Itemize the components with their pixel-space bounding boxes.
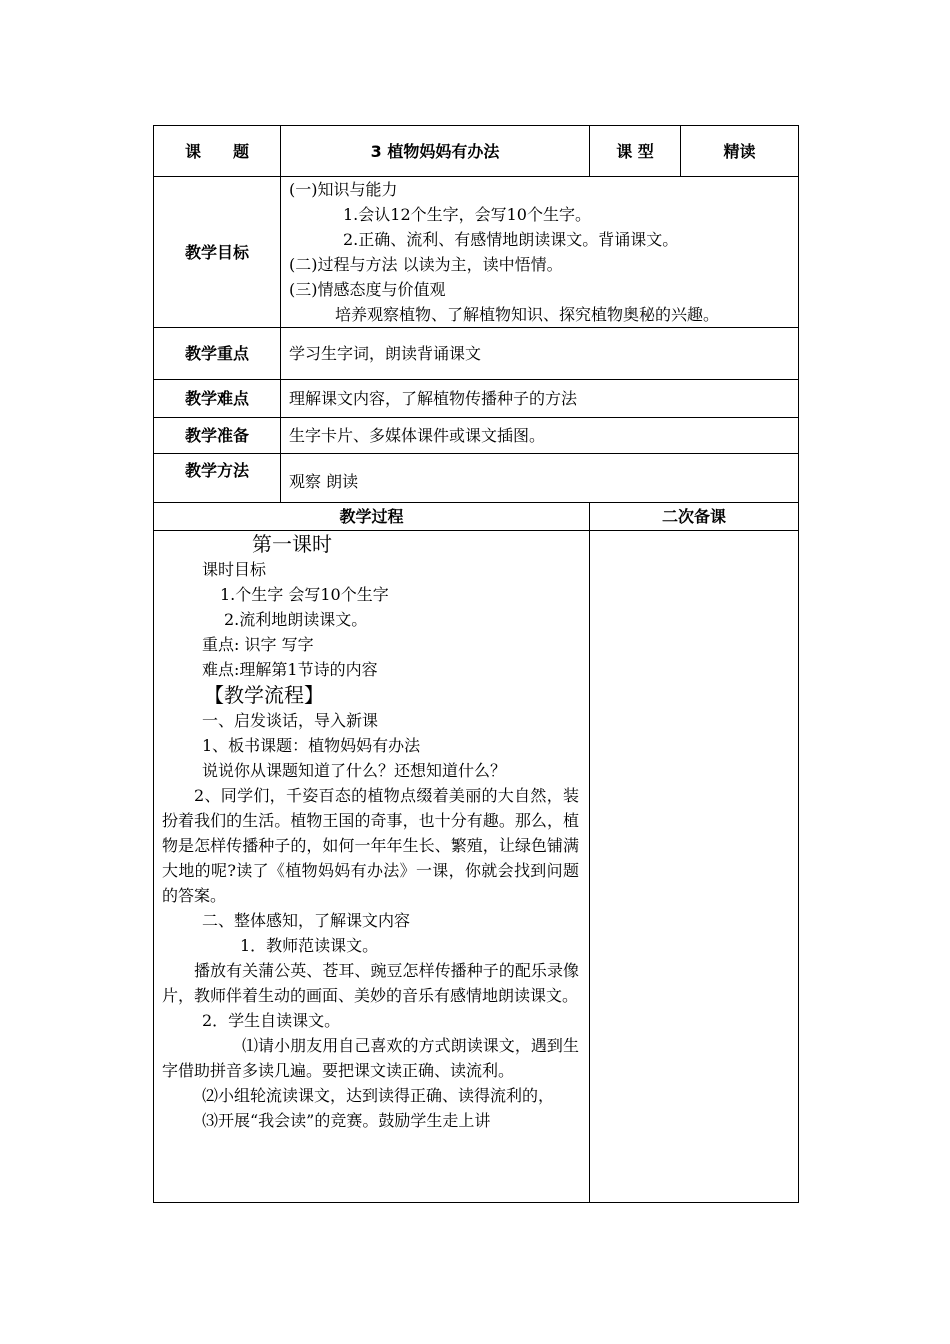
goals-line: (一)知识与能力 bbox=[289, 180, 398, 199]
goals-content bbox=[281, 177, 799, 328]
preparation-label: 教学准备 bbox=[154, 418, 281, 454]
process-paragraph: 2．学生自读课文。 bbox=[202, 1011, 341, 1030]
type-value: 精读 bbox=[681, 126, 799, 177]
subject-label: 课 题 bbox=[154, 126, 281, 177]
process-paragraph: 播放有关蒲公英、苍耳、豌豆怎样传播种子的配乐录像片，教师伴着生动的画面、美妙的音乐有感情地朗读课文。 bbox=[162, 961, 579, 1005]
methods-value: 观察 朗读 bbox=[281, 454, 799, 503]
process-line: 2.流利地朗读课文。 bbox=[224, 610, 368, 629]
goals-line: (二)过程与方法 以读为主，读中悟情。 bbox=[289, 255, 563, 274]
process-row bbox=[154, 531, 799, 1203]
process-paragraph: 说说你从课题知道了什么？还想知道什么？ bbox=[202, 761, 507, 780]
process-content bbox=[154, 531, 590, 1203]
key-points-row bbox=[154, 328, 799, 380]
lesson-period-title: 第一课时 bbox=[252, 532, 332, 556]
process-line: 重点: 识字 写字 bbox=[202, 635, 314, 654]
header-row bbox=[154, 126, 799, 177]
goals-line: 培养观察植物、了解植物知识、探究植物奥秘的兴趣。 bbox=[335, 305, 720, 324]
process-paragraph: 一、启发谈话，导入新课 bbox=[202, 711, 379, 730]
goals-row bbox=[154, 177, 799, 328]
process-paragraph: 二、整体感知，了解课文内容 bbox=[202, 911, 411, 930]
goals-label: 教学目标 bbox=[154, 177, 281, 328]
lesson-title: 3 植物妈妈有办法 bbox=[281, 126, 590, 177]
preparation-value: 生字卡片、多媒体课件或课文插图。 bbox=[281, 418, 799, 454]
type-label: 课 型 bbox=[590, 126, 681, 177]
process-paragraph: 2、同学们，千姿百态的植物点缀着美丽的大自然，装扮着我们的生活。植物王国的奇事，也十分有趣。那么，植物是怎样传播种子的，如何一年年生长、繁殖，让绿色铺满大地的呢?读了《植物妈妈有办法》一课，你就会找到问题的答案。 bbox=[162, 786, 579, 905]
goals-line: 2.正确、流利、有感情地朗读课文。背诵课文。 bbox=[343, 230, 679, 249]
preparation-row bbox=[154, 418, 799, 454]
second-prep-header: 二次备课 bbox=[590, 503, 799, 531]
goals-line: (三)情感态度与价值观 bbox=[289, 280, 446, 299]
difficulties-row bbox=[154, 380, 799, 418]
methods-row bbox=[154, 454, 799, 503]
process-paragraph: ⑶开展“我会读”的竞赛。鼓励学生走上讲 bbox=[202, 1111, 491, 1130]
lesson-plan-table bbox=[153, 125, 799, 1203]
process-line: 1.个生字 会写10个生字 bbox=[220, 585, 389, 604]
process-paragraph: 1．教师范读课文。 bbox=[240, 936, 379, 955]
methods-label: 教学方法 bbox=[154, 454, 281, 503]
goals-line: 1.会认12个生字，会写10个生字。 bbox=[343, 205, 591, 224]
key-points-value: 学习生字词，朗读背诵课文 bbox=[281, 328, 799, 380]
process-paragraph: 1、板书课题：植物妈妈有办法 bbox=[202, 736, 421, 755]
flow-title: 【教学流程】 bbox=[204, 683, 324, 707]
difficulties-value: 理解课文内容，了解植物传播种子的方法 bbox=[281, 380, 799, 418]
process-header-row bbox=[154, 503, 799, 531]
process-line: 难点:理解第1节诗的内容 bbox=[202, 660, 378, 679]
process-paragraph: ⑵小组轮流读课文，达到读得正确、读得流利的， bbox=[202, 1086, 555, 1105]
difficulties-label: 教学难点 bbox=[154, 380, 281, 418]
key-points-label: 教学重点 bbox=[154, 328, 281, 380]
process-header: 教学过程 bbox=[154, 503, 590, 531]
process-line: 课时目标 bbox=[202, 560, 267, 579]
process-paragraph: ⑴请小朋友用自己喜欢的方式朗读课文，遇到生字借助拼音多读几遍。要把课文读正确、读流利。 bbox=[162, 1036, 579, 1080]
second-prep-content bbox=[590, 531, 799, 1203]
